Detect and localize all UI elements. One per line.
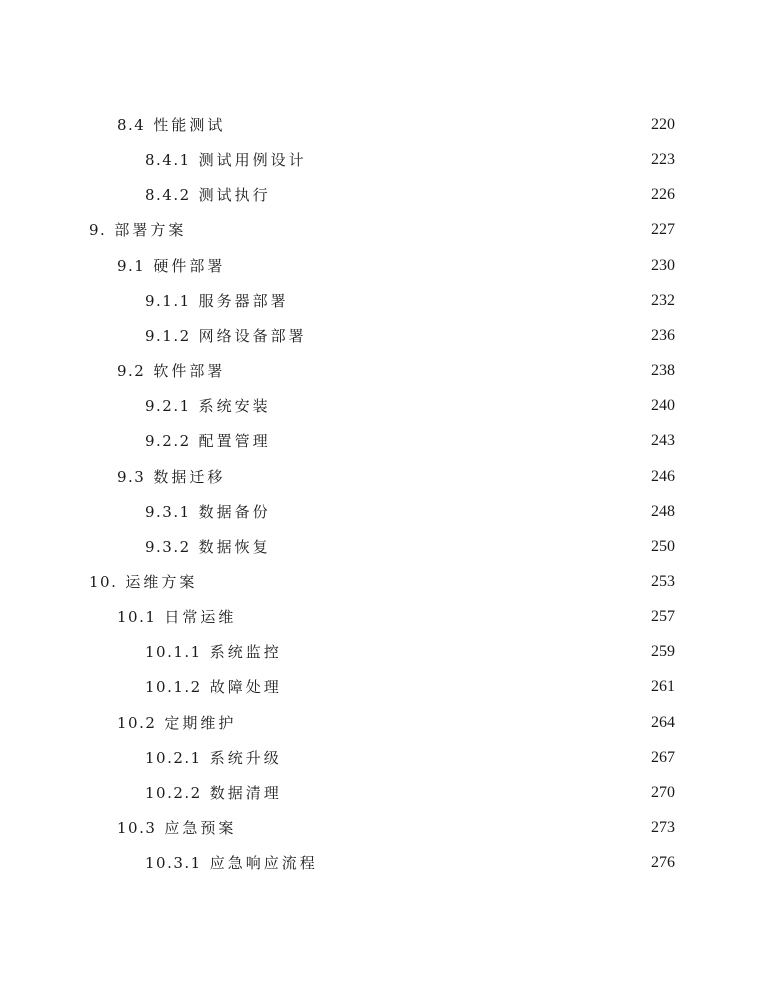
toc-entry[interactable] — [89, 570, 675, 594]
entry-title: 数据恢复 — [198, 537, 271, 556]
entry-number: 10.3 — [117, 819, 157, 837]
toc-entry[interactable] — [145, 148, 675, 172]
entry-title: 系统升级 — [209, 748, 282, 767]
entry-title: 部署方案 — [114, 221, 187, 240]
toc-entry[interactable] — [145, 394, 675, 418]
dot-leader — [273, 500, 643, 524]
dot-leader — [227, 254, 643, 278]
entry-number: 8.4 — [117, 116, 146, 134]
entry-page-number: 276 — [651, 854, 675, 872]
entry-page-number: 246 — [651, 467, 675, 485]
entry-page-number: 248 — [651, 502, 675, 520]
entry-title: 应急预案 — [164, 819, 237, 837]
entry-number: 10.3.1 — [145, 854, 202, 873]
toc-entry[interactable] — [145, 183, 675, 207]
dot-leader — [309, 324, 643, 348]
entry-number: 8.4.1 — [145, 151, 191, 170]
entry-title: 软件部署 — [153, 362, 226, 381]
entry-title: 数据清理 — [209, 783, 282, 802]
entry-page-number: 227 — [651, 221, 675, 239]
entry-title: 系统监控 — [209, 643, 282, 662]
entry-number: 9.3.2 — [145, 537, 191, 556]
entry-title: 网络设备部署 — [198, 326, 307, 345]
toc-entry[interactable] — [145, 324, 675, 348]
entry-title: 数据备份 — [198, 502, 271, 521]
entry-page-number: 253 — [651, 572, 675, 590]
dot-leader — [273, 183, 643, 207]
entry-page-number: 240 — [651, 397, 675, 415]
dot-leader — [227, 113, 643, 137]
entry-number: 10.1.1 — [145, 643, 202, 662]
toc-entry[interactable] — [145, 675, 675, 699]
dot-leader — [273, 429, 643, 453]
toc-entry[interactable] — [145, 640, 675, 664]
entry-number: 10.2.2 — [145, 783, 202, 802]
entry-page-number: 273 — [651, 819, 675, 836]
entry-number: 9. — [89, 221, 107, 240]
entry-number: 10.2 — [117, 713, 157, 732]
toc-entry[interactable] — [117, 254, 675, 278]
toc-entry[interactable] — [145, 289, 675, 313]
dot-leader — [273, 394, 643, 418]
dot-leader — [238, 605, 643, 629]
entry-title: 定期维护 — [164, 713, 237, 732]
entry-number: 9.2.2 — [145, 432, 191, 451]
entry-number: 9.3.1 — [145, 502, 191, 521]
entry-page-number: 267 — [651, 748, 675, 766]
entry-number: 9.2.1 — [145, 397, 191, 416]
entry-page-number: 223 — [651, 151, 675, 169]
entry-title: 测试用例设计 — [198, 151, 307, 170]
dot-leader — [284, 781, 643, 805]
dot-leader — [238, 711, 643, 735]
entry-page-number: 250 — [651, 537, 675, 555]
entry-title: 数据迁移 — [153, 467, 226, 486]
toc-entry[interactable] — [145, 746, 675, 770]
entry-title: 硬件部署 — [153, 256, 226, 275]
entry-title: 日常运维 — [164, 608, 237, 627]
entry-number: 10.2.1 — [145, 748, 202, 767]
entry-page-number: 261 — [651, 678, 675, 696]
dot-leader — [188, 218, 643, 242]
dot-leader — [320, 851, 643, 875]
entry-page-number: 270 — [651, 783, 675, 801]
entry-title: 服务器部署 — [198, 291, 289, 310]
dot-leader — [238, 816, 643, 840]
entry-page-number: 232 — [651, 291, 675, 309]
dot-leader — [227, 359, 643, 383]
entry-page-number: 230 — [651, 256, 675, 274]
toc-entry[interactable] — [117, 465, 675, 489]
dot-leader — [273, 535, 643, 559]
entry-number: 10.1 — [117, 608, 157, 627]
entry-title: 配置管理 — [198, 432, 271, 451]
entry-title: 性能测试 — [153, 116, 226, 134]
dot-leader — [309, 148, 643, 172]
entry-title: 应急响应流程 — [209, 854, 318, 873]
entry-number: 9.3 — [117, 467, 146, 486]
dot-leader — [227, 465, 643, 489]
toc-entry[interactable] — [145, 535, 675, 559]
entry-number: 9.2 — [117, 362, 146, 381]
entry-page-number: 257 — [651, 608, 675, 626]
entry-number: 9.1.1 — [145, 291, 191, 310]
toc-entry[interactable] — [145, 781, 675, 805]
entry-number: 8.4.2 — [145, 186, 191, 205]
entry-number: 9.1 — [117, 256, 146, 275]
entry-number: 10.1.2 — [145, 678, 202, 697]
entry-page-number: 264 — [651, 713, 675, 731]
dot-leader — [284, 746, 643, 770]
entry-page-number: 238 — [651, 362, 675, 380]
toc-entry[interactable] — [89, 218, 675, 242]
dot-leader — [284, 675, 643, 699]
dot-leader — [284, 640, 643, 664]
toc-entry[interactable] — [117, 359, 675, 383]
toc-entry[interactable] — [117, 605, 675, 629]
dot-leader — [291, 289, 643, 313]
entry-number: 9.1.2 — [145, 326, 191, 345]
entry-number: 10. — [89, 572, 118, 591]
entry-page-number: 226 — [651, 186, 675, 204]
toc-entry[interactable] — [145, 500, 675, 524]
toc-entry[interactable] — [117, 113, 675, 137]
entry-page-number: 259 — [651, 643, 675, 661]
entry-page-number: 220 — [651, 116, 675, 133]
toc-entry[interactable] — [145, 429, 675, 453]
toc-entry[interactable] — [145, 851, 675, 875]
entry-title: 故障处理 — [209, 678, 282, 697]
entry-title: 系统安装 — [198, 397, 271, 416]
entry-title: 测试执行 — [198, 186, 271, 205]
entry-title: 运维方案 — [125, 572, 198, 591]
dot-leader — [199, 570, 643, 594]
entry-page-number: 243 — [651, 432, 675, 450]
toc-entry[interactable] — [117, 816, 675, 840]
entry-page-number: 236 — [651, 326, 675, 344]
toc-entry[interactable] — [117, 711, 675, 735]
